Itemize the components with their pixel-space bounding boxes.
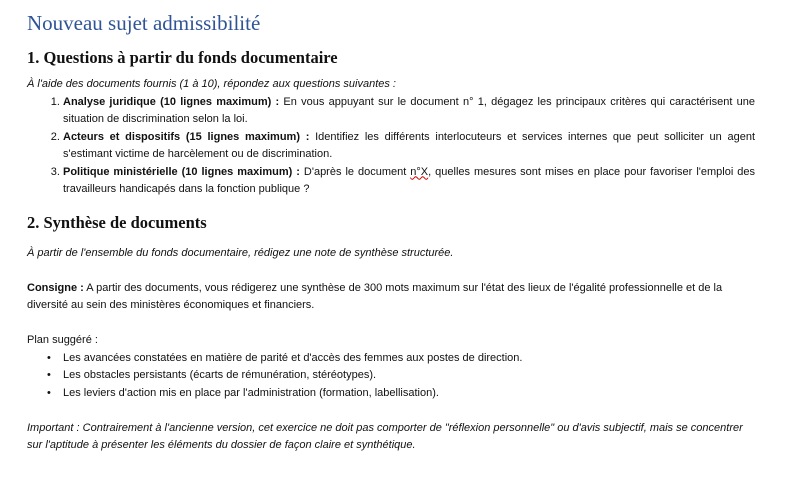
question-1-title: Analyse juridique (10 lignes maximum) : xyxy=(63,95,280,108)
question-3-text-before: D'après le document xyxy=(299,165,411,178)
consigne-text: A partir des documents, vous rédigerez une synthèse de 300 mots maximum sur l'état des lieux de l'égalité professionnelle et de la diversité au sein des ministères économiques et financiers. xyxy=(27,281,723,311)
consigne-label: Consigne : xyxy=(27,281,84,294)
plan-item-text: Les leviers d'action mis en place par l'administration (formation, labellisation). xyxy=(63,386,439,399)
spacer xyxy=(27,262,755,280)
consigne-paragraph xyxy=(27,280,755,315)
plan-item xyxy=(47,385,755,403)
bullet-icon: • xyxy=(47,351,51,364)
question-2-text: Identifiez les différents interlocuteurs et services internes que peut solliciter un agent s'estimant victime de harcèlement ou de discrimination. xyxy=(63,130,756,160)
question-3-title: Politique ministérielle (10 lignes maximum) : xyxy=(63,165,300,178)
important-note: Important : Contrairement à l'ancienne version, cet exercice ne doit pas comporter de "réflexion personnelle" ou d'avis subjectif, mais se concentrer sur l'aptitude à présenter les éléments du dossier de façon claire et synthétique. xyxy=(27,421,743,451)
section1-intro: À l'aide des documents fournis (1 à 10), répondez aux questions suivantes : xyxy=(27,78,396,90)
bullet-icon: • xyxy=(47,369,51,381)
section1-heading: 1. Questions à partir du fonds documentaire xyxy=(27,48,338,67)
questions-list xyxy=(27,94,755,199)
section2-heading: 2. Synthèse de documents xyxy=(27,212,207,232)
question-item-2 xyxy=(63,129,755,164)
section2-intro: À partir de l'ensemble du fonds documentaire, rédigez une note de synthèse structurée. xyxy=(27,246,454,259)
plan-item-text: Les avancées constatées en matière de parité et d'accès des femmes aux postes de direction. xyxy=(63,351,523,364)
question-item-1 xyxy=(63,94,755,129)
spellcheck-flagged-word[interactable]: n°X xyxy=(410,165,429,178)
document-page xyxy=(27,10,755,455)
question-3-text-after: , quelles mesures sont mises en place pour favoriser l'emploi des travailleurs handicapés dans la fonction publique ? xyxy=(63,165,755,195)
spacer xyxy=(27,315,755,333)
document-title: Nouveau sujet admissibilité xyxy=(27,11,261,35)
question-1-text: En vous appuyant sur le document n° 1, dégagez les principaux critères qui caractérisent une situation de discrimination selon la loi. xyxy=(63,95,756,125)
spacer xyxy=(27,68,755,76)
spacer xyxy=(27,402,755,420)
question-2-title: Acteurs et dispositifs (15 lignes maximum) : xyxy=(63,130,310,143)
plan-item xyxy=(47,367,755,385)
plan-list xyxy=(27,350,755,403)
plan-label: Plan suggéré : xyxy=(27,334,98,346)
plan-item xyxy=(47,350,755,368)
question-item-3 xyxy=(63,164,755,199)
bullet-icon: • xyxy=(47,386,51,399)
plan-item-text: Les obstacles persistants (écarts de rémunération, stéréotypes). xyxy=(63,369,377,381)
